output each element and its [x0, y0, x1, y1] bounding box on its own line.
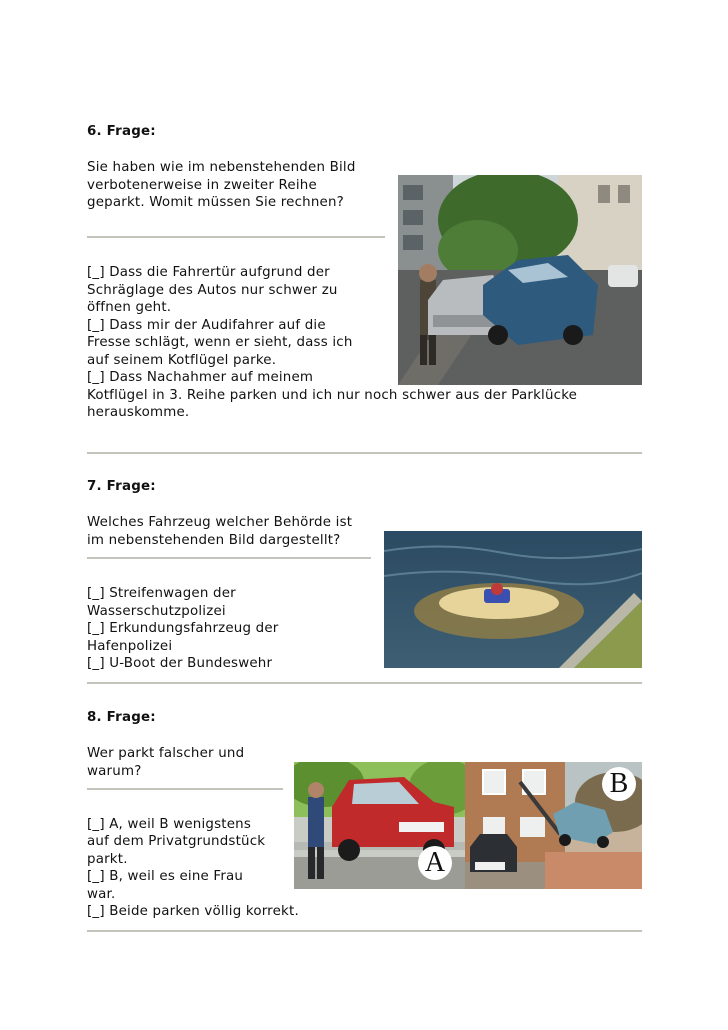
q6-answer-line: Kotflügel in 3. Reihe parken und ich nur noch schwer aus der Parklücke: [87, 388, 578, 403]
q6-answer-line: herauskomme.: [87, 405, 190, 420]
q6-answer-line: Schräglage des Autos nur schwer zu: [87, 283, 338, 298]
q8-question-divider: [87, 788, 283, 790]
q8-answer-line: auf dem Privatgrundstück: [87, 834, 266, 849]
q8-question-line: Wer parkt falscher und: [87, 746, 245, 761]
q7-question-line: im nebenstehenden Bild dargestellt?: [87, 533, 341, 548]
q7-question-divider: [87, 557, 371, 559]
q8-end-divider: [87, 930, 642, 932]
q6-photo-cars-double-parked: [398, 175, 642, 385]
q6-question-line: geparkt. Womit müssen Sie rechnen?: [87, 195, 344, 210]
q8-photo-label-b: B: [602, 767, 636, 801]
q7-photo-submerged-police-car: [384, 531, 642, 668]
q7-question-line: Welches Fahrzeug welcher Behörde ist: [87, 515, 353, 530]
q6-end-divider: [87, 452, 642, 454]
q8-photo-a-car-on-guardrail: [294, 762, 465, 889]
q6-heading: 6. Frage:: [87, 124, 156, 139]
q8-answer-line: parkt.: [87, 852, 128, 867]
q7-answer-line: Wasserschutzpolizei: [87, 604, 226, 619]
q6-question-line: Sie haben wie im nebenstehenden Bild: [87, 160, 356, 175]
q7-answer-option[interactable]: [_] U-Boot der Bundeswehr: [87, 656, 273, 671]
q8-answer-option[interactable]: [_] B, weil es eine Frau: [87, 869, 244, 884]
q6-question-divider: [87, 236, 385, 238]
q6-answer-option[interactable]: [_] Dass Nachahmer auf meinem: [87, 370, 314, 385]
q7-end-divider: [87, 682, 642, 684]
q6-answer-option[interactable]: [_] Dass die Fahrertür aufgrund der: [87, 265, 330, 280]
q8-answer-line: war.: [87, 887, 116, 902]
q8-question-line: warum?: [87, 764, 142, 779]
q7-answer-line: Hafenpolizei: [87, 639, 173, 654]
q8-answer-option[interactable]: [_] Beide parken völlig korrekt.: [87, 904, 299, 919]
q7-answer-option[interactable]: [_] Erkundungsfahrzeug der: [87, 621, 279, 636]
q6-answer-line: öffnen geht.: [87, 300, 172, 315]
q8-heading: 8. Frage:: [87, 710, 156, 725]
q8-photo-label-a: A: [418, 846, 452, 880]
q7-heading: 7. Frage:: [87, 479, 156, 494]
q6-answer-line: auf seinem Kotflügel parke.: [87, 353, 277, 368]
q6-question-line: verbotenerweise in zweiter Reihe: [87, 178, 317, 193]
q7-answer-option[interactable]: [_] Streifenwagen der: [87, 586, 236, 601]
q6-answer-option[interactable]: [_] Dass mir der Audifahrer auf die: [87, 318, 326, 333]
q8-answer-option[interactable]: [_] A, weil B wenigstens: [87, 817, 252, 832]
q6-answer-line: Fresse schlägt, wenn er sieht, dass ich: [87, 335, 353, 350]
q8-photo-b-car-on-fence: [465, 762, 642, 889]
